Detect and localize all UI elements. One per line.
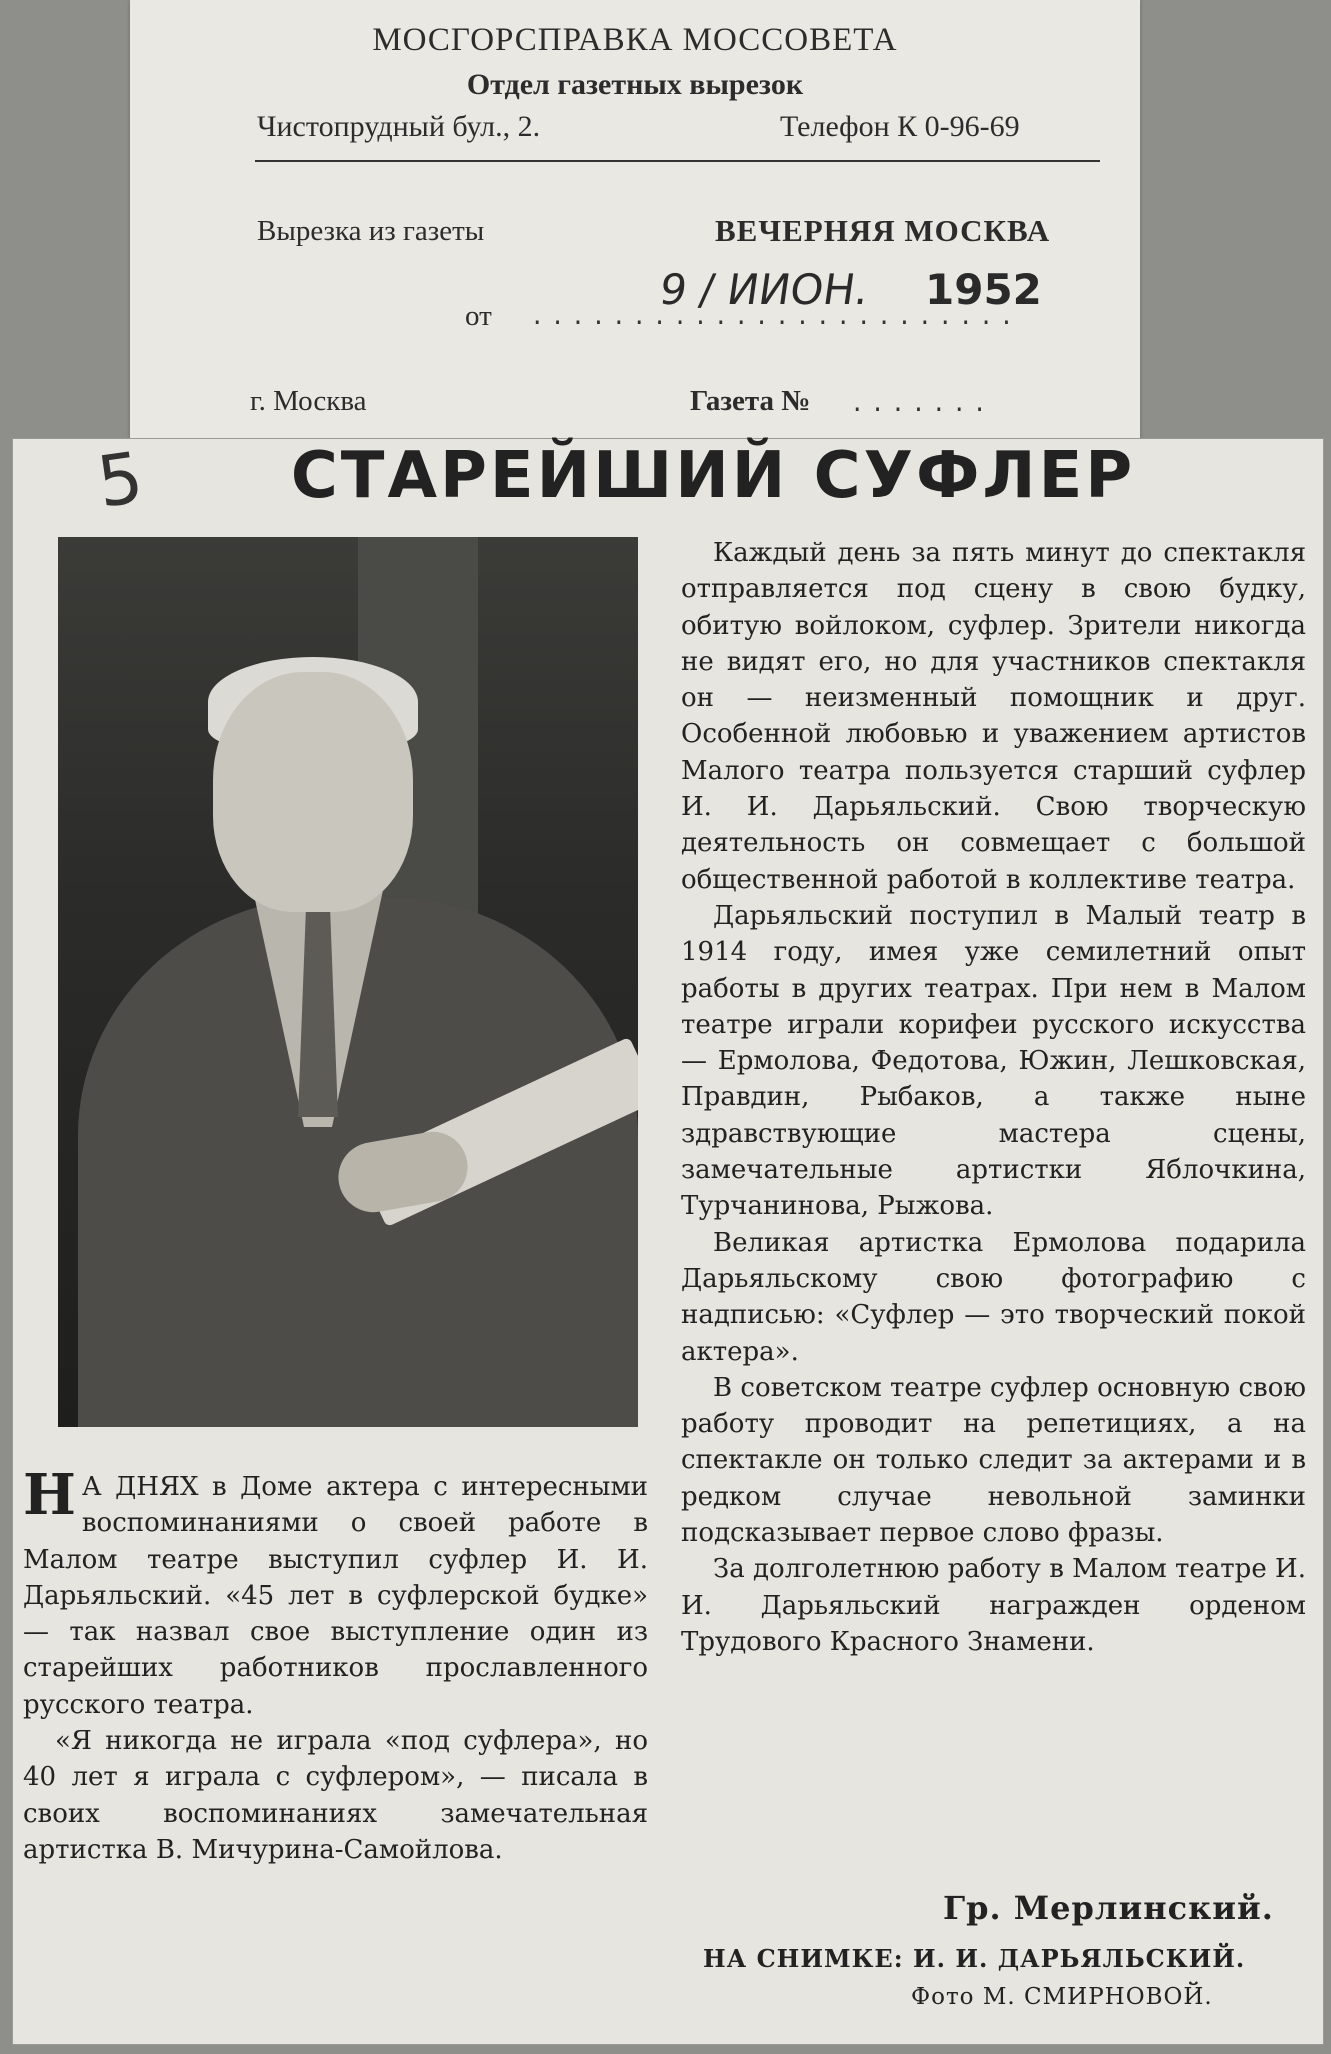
newspaper-name: ВЕЧЕРНЯЯ МОСКВА <box>715 213 1051 248</box>
article-headline: СТАРЕЙШИЙ СУФЛЕР <box>290 439 1136 513</box>
right-paragraph-2: Дарьяльский поступил в Малый театр в 1914 году, имея уже семилетний опыт работы в других театрах. При нем в Малом театре играли корифеи русского искусства — Ермолова, Федотова, Южин, Лешковская, Правдин, Рыбаков, а также ныне здравствующие мастера сцены, замечательные артистки Яблочкина, Турчанинова, Рыжова. <box>681 900 1306 1222</box>
agency-address: Чистопрудный бул., 2. <box>257 110 541 143</box>
left-paragraph-1: Н А ДНЯХ в Доме актера с интересными воспоминаниями о своей работе в Малом театре выступил суфлер И. И. Дарьяльский. «45 лет в суфлерской будке» — так назвал свое выступление один из старейших работников прославленного русского театра. <box>23 1462 648 1720</box>
drop-cap: Н <box>23 1462 76 1528</box>
date-dotted-line: ........................ <box>530 305 1020 332</box>
right-paragraph-3: Великая артистка Ермолова подарила Дарьяльскому свою фотографию с надписью: «Суфлер — это творческий покой актера». <box>681 1227 1306 1367</box>
issue-label: Газета № <box>690 385 811 417</box>
author-byline: Гр. Мерлинский. <box>943 1889 1274 1927</box>
newspaper-clipping <box>12 438 1324 2045</box>
left-column <box>23 1462 648 1868</box>
right-paragraph-5: За долголетнюю работу в Малом театре И. И. Дарьяльский награжден орденом Трудового Красного Знамени. <box>681 1554 1306 1657</box>
department-name: Отдел газетных вырезок <box>466 68 804 101</box>
right-paragraph-4: В советском театре суфлер основную свою работу проводит на репетициях, а на спектакле он только следит за актерами и в редком случае невольной заминки подсказывает первое слово фразы. <box>681 1372 1306 1549</box>
agency-name: МОСГОРСПРАВКА МОССОВЕТА <box>372 22 898 58</box>
portrait-photo <box>58 537 638 1427</box>
clip-from-label: Вырезка из газеты <box>257 215 485 247</box>
right-column <box>681 535 1306 1660</box>
handwritten-date: 9 / ИИОН. <box>656 265 872 314</box>
left-paragraph-2: «Я никогда не играла «под суфлера», но 40 лет я играла с суфлером», — писала в своих воспоминаниях замечательная артистка В. Мичурина-Самойлова. <box>23 1726 648 1865</box>
handwritten-year: 1952 <box>925 265 1042 314</box>
right-paragraph-1: Каждый день за пять минут до спектакля отправляется под сцену в свою будку, обитую войлоком, суфлер. Зрители никогда не видят его, но для участников спектакля он — неизменный помощник и друг. Особенной любовью и уважением артистов Малого театра пользуется старший суфлер И. И. Дарьяльский. Свою творческую деятельность он совмещает с большой общественной работой в коллективе театра. <box>681 538 1306 895</box>
divider <box>255 160 1100 162</box>
date-label: от <box>465 300 492 332</box>
agency-phone: Телефон К 0-96-69 <box>780 110 1020 143</box>
issue-dotted-line: ....... <box>850 392 993 419</box>
photo-credit: Фото М. СМИРНОВОЙ. <box>911 1984 1213 2010</box>
photo-caption: НА СНИМКЕ: И. И. ДАРЬЯЛЬСКИЙ. <box>703 1944 1246 1973</box>
margin-pencil-mark: 5 <box>92 436 149 524</box>
city-label: г. Москва <box>250 385 367 417</box>
reference-card <box>130 0 1140 470</box>
